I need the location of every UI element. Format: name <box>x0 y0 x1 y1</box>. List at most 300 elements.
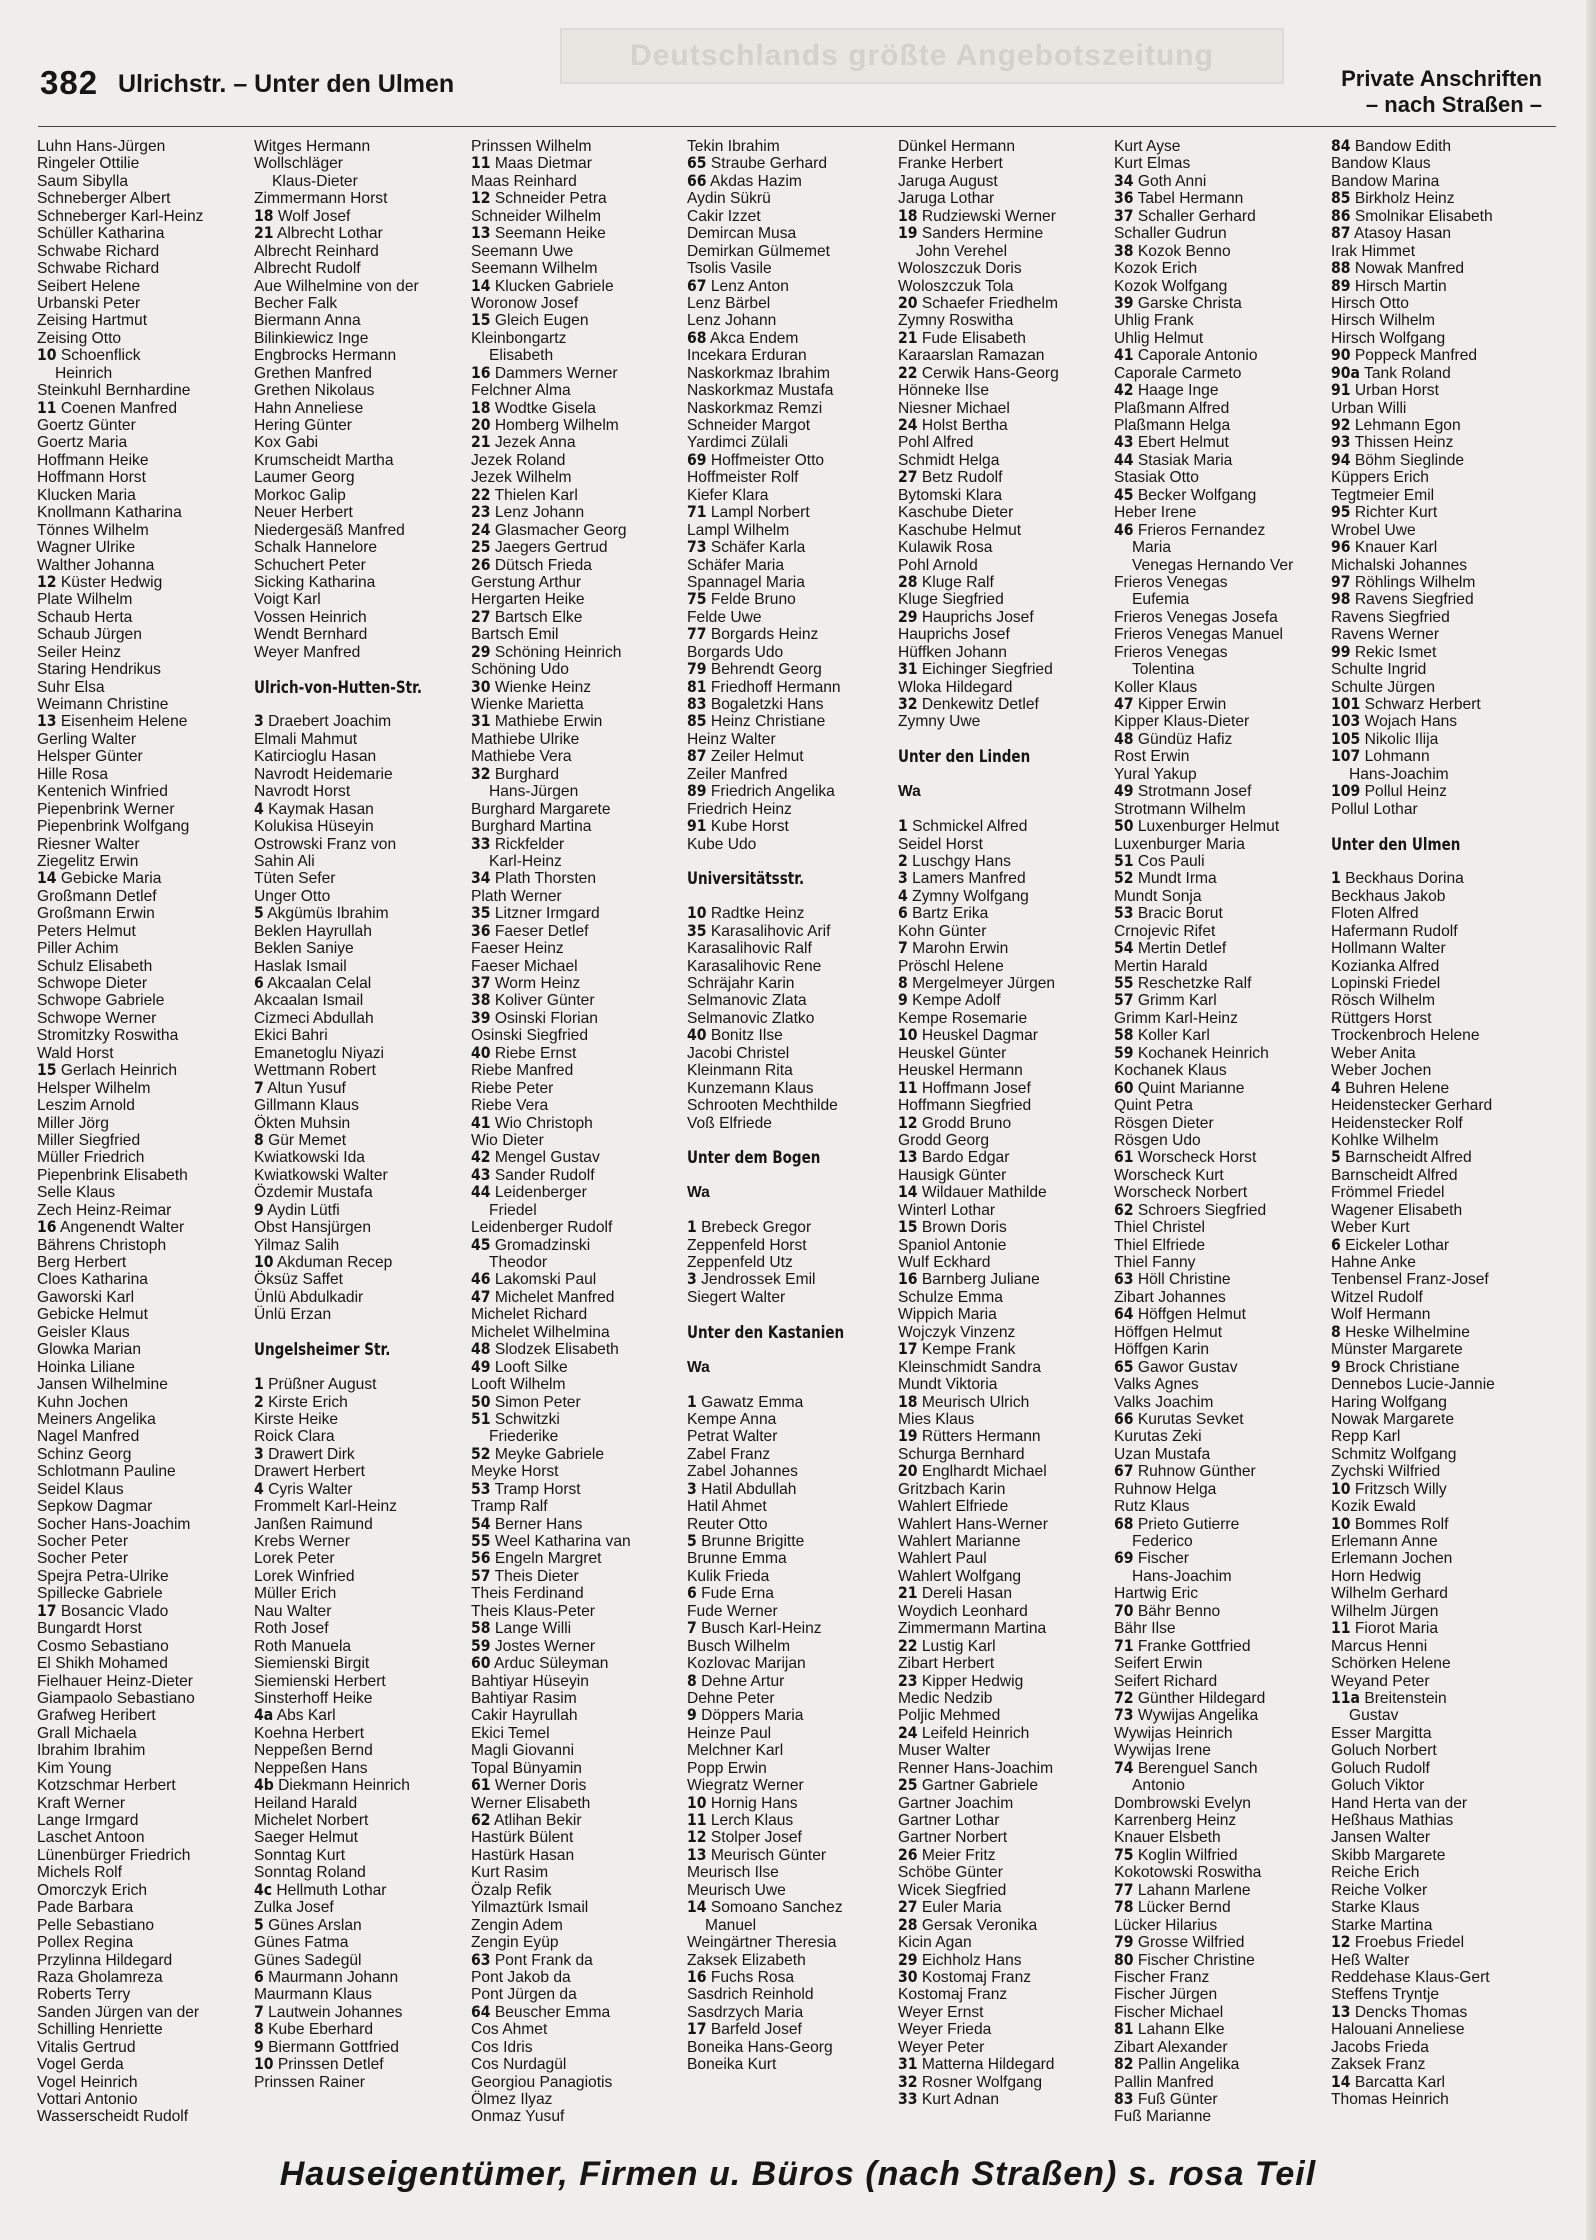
resident-entry: Gaworski Karl <box>37 1288 135 1306</box>
resident-entry <box>1331 1516 1547 1533</box>
resident-entry: Ostrowski Franz von <box>254 835 397 853</box>
resident-entry: Seidel Horst <box>898 835 983 853</box>
resident-name: Kaymak Hasan <box>263 800 374 818</box>
resident-entry: Weber Kurt <box>1331 1219 1410 1237</box>
house-number: 5 <box>254 1915 264 1934</box>
blank-line <box>898 766 1114 783</box>
resident-entry <box>1114 1690 1330 1707</box>
resident-entry: Selmanovic Zlata <box>687 992 807 1010</box>
resident-entry: Kotzschmar Herbert <box>37 1777 176 1795</box>
resident-entry: Felchner Alma <box>471 382 571 400</box>
resident-entry: Tekin Ibrahim <box>687 138 780 155</box>
resident-name: Prieto Gutierre <box>1133 1515 1240 1533</box>
resident-entry: Pollul Lothar <box>1331 800 1418 818</box>
entry-continuation: Federico <box>1132 1533 1193 1550</box>
faded-banner: Deutschlands größte Angebotszeitung <box>560 28 1284 84</box>
resident-entry: Schaub Herta <box>37 608 133 626</box>
house-number: 20 <box>471 416 491 434</box>
resident-name: Urban Horst <box>1350 382 1439 400</box>
resident-entry: Kochanek Klaus <box>1114 1062 1227 1080</box>
resident-entry: Thomas Heinrich <box>1331 2091 1449 2108</box>
resident-entry: Niesner Michael <box>898 399 1010 417</box>
resident-name: Cyris Walter <box>263 1480 353 1498</box>
resident-entry <box>1114 1550 1330 1567</box>
resident-entry: Grafweg Heribert <box>37 1707 156 1725</box>
house-number: 71 <box>687 503 707 522</box>
resident-name: Glasmacher Georg <box>490 521 627 539</box>
resident-entry: Melchner Karl <box>687 1742 784 1760</box>
resident-entry <box>254 1882 470 1899</box>
resident-entry <box>471 1620 687 1637</box>
house-number: 30 <box>471 677 491 696</box>
resident-entry <box>1331 452 1547 469</box>
house-number: 18 <box>471 398 491 417</box>
resident-name: Bosancic Vlado <box>56 1602 169 1620</box>
resident-entry: Witges Hermann <box>254 138 371 155</box>
resident-entry: Schöbe Günter <box>898 1864 1003 1882</box>
resident-entry: Lorek Peter <box>254 1550 335 1568</box>
house-number: 16 <box>471 363 491 382</box>
resident-entry: Bandow Klaus <box>1331 155 1431 173</box>
resident-entry <box>1114 1952 1330 1969</box>
house-number: 3 <box>687 1479 697 1498</box>
street-range-title: Ulrichstr. – Unter den Ulmen <box>118 70 455 98</box>
resident-entry: Reiche Volker <box>1331 1881 1428 1899</box>
resident-entry: Jacobi Christel <box>687 1044 790 1062</box>
house-number: 24 <box>471 520 491 539</box>
resident-name: Homberg Wilhelm <box>490 417 619 434</box>
resident-entry: Gartner Lothar <box>898 1812 1000 1829</box>
resident-entry <box>471 278 687 295</box>
resident-entry: Repp Karl <box>1331 1428 1401 1446</box>
resident-name: Reschetzke Ralf <box>1133 975 1252 992</box>
house-number: 58 <box>471 1619 491 1638</box>
house-number: 52 <box>471 1444 491 1463</box>
resident-entry: Hirsch Wilhelm <box>1331 312 1435 330</box>
resident-entry: Aue Wilhelmine von der <box>254 277 419 295</box>
resident-entry: Sicking Katharina <box>254 573 376 591</box>
resident-entry: Großmann Erwin <box>37 905 155 923</box>
resident-entry: Hafermann Rudolf <box>1331 922 1458 940</box>
resident-name: Gleich Eugen <box>490 312 589 330</box>
resident-name: Brunne Brigitte <box>696 1533 805 1550</box>
resident-entry: Bandow Marina <box>1331 172 1440 190</box>
resident-name: Kirste Erich <box>263 1393 348 1411</box>
resident-entry <box>1114 190 1330 207</box>
street-heading: Ulrich-von-Hutten-Str. <box>254 677 422 697</box>
resident-entry: Jansen Wilhelmine <box>37 1376 168 1394</box>
resident-entry: Wollschläger <box>254 155 343 173</box>
house-number: 73 <box>1114 1706 1134 1725</box>
resident-entry: Riesner Walter <box>37 835 140 853</box>
resident-entry <box>471 1184 687 1201</box>
house-number: 50 <box>471 1392 491 1411</box>
house-number: 109 <box>1331 782 1361 801</box>
resident-entry: Kuhn Jochen <box>37 1393 129 1411</box>
resident-entry <box>1331 1324 1547 1341</box>
resident-entry: Schinz Georg <box>37 1445 132 1463</box>
resident-entry <box>254 1202 470 1219</box>
house-number: 27 <box>898 1898 918 1917</box>
resident-entry: Seibert Helene <box>37 277 141 295</box>
resident-entry: Valks Joachim <box>1114 1393 1214 1411</box>
resident-name: Dütsch Frieda <box>490 556 592 574</box>
resident-entry: Kleinmann Rita <box>687 1062 793 1080</box>
resident-entry <box>471 923 687 940</box>
resident-name: Gartner Gabriele <box>917 1777 1039 1795</box>
resident-entry: Weyer Manfred <box>254 643 361 661</box>
resident-entry: Riebe Vera <box>471 1097 549 1115</box>
resident-entry: Schüller Katharina <box>37 225 165 243</box>
entry-continuation: Tolentina <box>1132 661 1195 679</box>
resident-name: Hatil Abdullah <box>696 1480 797 1498</box>
resident-entry <box>471 1149 687 1166</box>
resident-entry: Mathiebe Ulrike <box>471 730 580 748</box>
resident-entry: Gillmann Klaus <box>254 1097 359 1115</box>
house-number: 33 <box>471 834 491 853</box>
resident-entry: Reuter Otto <box>687 1515 768 1533</box>
resident-name: Rudziewski Werner <box>917 207 1056 225</box>
resident-entry: Lünenbürger Friedrich <box>37 1846 191 1864</box>
resident-name: Rütters Hermann <box>917 1428 1041 1446</box>
resident-entry: Fielhauer Heinz-Dieter <box>37 1672 193 1690</box>
resident-entry: Schulte Jürgen <box>1331 678 1436 696</box>
resident-entry <box>1114 2021 1330 2038</box>
resident-entry: Jezek Wilhelm <box>471 469 572 487</box>
resident-entry <box>471 504 687 521</box>
house-number: 99 <box>1331 642 1351 661</box>
resident-name: Brebeck Gregor <box>696 1219 812 1237</box>
resident-entry <box>1331 713 1547 730</box>
resident-entry: Luhn Hans-Jürgen <box>37 138 166 155</box>
house-number: 1 <box>898 817 908 836</box>
resident-entry: Bährens Christoph <box>37 1236 167 1254</box>
resident-entry: Erlemann Anne <box>1331 1533 1438 1550</box>
resident-entry <box>471 539 687 556</box>
resident-entry: Prinssen Rainer <box>254 2073 365 2091</box>
house-number: 47 <box>471 1287 491 1306</box>
house-number: 10 <box>1331 1479 1351 1498</box>
resident-entry: Schlotmann Pauline <box>37 1463 176 1481</box>
resident-entry: Cosmo Sebastiano <box>37 1637 169 1655</box>
resident-entry <box>1331 417 1547 434</box>
resident-entry: Prinssen Wilhelm <box>471 138 592 155</box>
resident-entry <box>1114 1202 1330 1219</box>
house-number: 31 <box>471 712 491 731</box>
resident-entry: Zymny Uwe <box>898 713 981 731</box>
resident-entry <box>254 975 470 992</box>
resident-entry: Brunne Emma <box>687 1550 787 1568</box>
resident-name: Meurisch Ulrich <box>917 1393 1030 1411</box>
resident-name: Hoffmeister Otto <box>706 451 825 469</box>
resident-name: Klucken Gabriele <box>490 277 614 295</box>
resident-entry: Knauer Elsbeth <box>1114 1829 1221 1847</box>
directory-columns <box>37 138 1552 2132</box>
house-number: 92 <box>1331 416 1351 434</box>
resident-name: Maas Dietmar <box>490 155 592 173</box>
resident-entry <box>898 365 1114 382</box>
resident-name: Leidenberger <box>490 1184 587 1202</box>
resident-entry: Schneider Margot <box>687 417 811 434</box>
resident-entry <box>687 1620 903 1637</box>
house-number: 82 <box>1114 2055 1134 2074</box>
house-number: 11 <box>687 1811 707 1829</box>
resident-name: Weel Katharina van <box>490 1533 631 1550</box>
resident-name: Wywijas Angelika <box>1133 1707 1259 1725</box>
resident-entry: Neuer Herbert <box>254 504 353 522</box>
resident-name: Fischer <box>1133 1550 1189 1568</box>
resident-entry: Barnscheidt Alfred <box>1331 1166 1458 1184</box>
resident-entry: Bilinkiewicz Inge <box>254 329 369 347</box>
resident-entry: Hoffmann Heike <box>37 451 149 469</box>
resident-name: Schwarz Herbert <box>1360 696 1481 713</box>
resident-entry: Vottari Antonio <box>37 2091 138 2108</box>
house-number: 19 <box>898 1427 918 1446</box>
house-number: 54 <box>471 1514 491 1533</box>
blank-line <box>254 696 470 713</box>
resident-entry <box>898 992 1114 1009</box>
resident-name: Draebert Joachim <box>263 713 392 731</box>
resident-name: Koglin Wilfried <box>1133 1846 1238 1864</box>
resident-entry: Uzan Mustafa <box>1114 1445 1211 1463</box>
house-number: 6 <box>254 1967 264 1986</box>
house-number: 12 <box>687 1828 707 1847</box>
resident-entry <box>37 870 253 887</box>
resident-name: Gawatz Emma <box>696 1393 804 1411</box>
resident-entry <box>898 1725 1114 1742</box>
resident-entry: Schaller Gudrun <box>1114 225 1227 243</box>
resident-name: Kochanek Heinrich <box>1133 1044 1269 1062</box>
resident-entry: Laumer Georg <box>254 469 355 487</box>
resident-name: Faeser Detlef <box>490 922 589 940</box>
house-number: 4 <box>1331 1078 1341 1097</box>
resident-entry: Weyer Ernst <box>898 2003 984 2021</box>
resident-entry: Naskorkmaz Ibrahim <box>687 364 830 382</box>
resident-name: Fuß Günter <box>1133 2091 1218 2108</box>
house-number: 14 <box>687 1898 707 1917</box>
resident-entry <box>1114 1271 1330 1288</box>
house-number: 69 <box>687 450 707 469</box>
resident-name: Smolnikar Elisabeth <box>1350 207 1493 225</box>
house-number: 9 <box>254 1200 264 1219</box>
resident-entry: Becher Falk <box>254 294 338 312</box>
resident-entry <box>471 1167 687 1184</box>
resident-entry: Günes Sadegül <box>254 1951 362 1969</box>
resident-entry: Thiel Fanny <box>1114 1254 1196 1271</box>
resident-entry: Zabel Johannes <box>687 1463 798 1481</box>
resident-entry: Sasdrich Reinhold <box>687 1986 814 2004</box>
resident-name: Stolper Josef <box>706 1829 802 1847</box>
resident-entry <box>254 1394 470 1411</box>
resident-name: Coenen Manfred <box>56 399 178 417</box>
resident-entry: Heidenstecker Rolf <box>1331 1114 1463 1132</box>
resident-entry <box>1331 2074 1547 2091</box>
resident-entry: Schöning Udo <box>471 661 569 679</box>
house-number: 68 <box>1114 1514 1134 1533</box>
house-number: 81 <box>687 677 707 696</box>
blank-line <box>1331 818 1547 835</box>
resident-entry: Kunzemann Klaus <box>687 1079 814 1097</box>
house-number: 39 <box>1114 293 1134 312</box>
resident-entry <box>687 504 903 521</box>
resident-entry: Hahne Anke <box>1331 1254 1416 1271</box>
resident-name: Böhm Sieglinde <box>1350 451 1465 469</box>
house-number: 91 <box>687 817 707 836</box>
resident-name: Mergelmeyer Jürgen <box>907 975 1056 992</box>
resident-entry: Kulik Frieda <box>687 1567 770 1585</box>
resident-entry: Staring Hendrikus <box>37 661 161 679</box>
resident-entry: Piepenbrink Wolfgang <box>37 818 190 836</box>
resident-entry: Cos Idris <box>471 2038 533 2056</box>
resident-name: Friedhoff Hermann <box>706 678 841 696</box>
resident-name: Denkewitz Detlef <box>917 696 1039 713</box>
resident-entry: Müller Friedrich <box>37 1149 145 1167</box>
resident-name: Bartz Erika <box>907 905 989 923</box>
street-heading: Unter den Kastanien <box>687 1322 845 1342</box>
house-number: 39 <box>471 1008 491 1027</box>
house-number: 35 <box>471 904 491 923</box>
resident-name: Höll Christine <box>1133 1271 1231 1289</box>
resident-entry: Niedergesäß Manfred <box>254 521 405 539</box>
house-number: 60 <box>471 1654 491 1673</box>
resident-entry: Ziegelitz Erwin <box>37 852 139 870</box>
resident-entry <box>898 1184 1114 1201</box>
resident-entry: Quint Petra <box>1114 1097 1193 1115</box>
resident-entry: Hüffken Johann <box>898 643 1007 661</box>
resident-entry <box>898 1027 1114 1044</box>
blank-line <box>687 1202 903 1219</box>
resident-entry: Tegtmeier Emil <box>1331 486 1435 504</box>
resident-name: Simon Peter <box>490 1393 581 1411</box>
house-number: 25 <box>471 538 491 557</box>
resident-entry: Sonntag Kurt <box>254 1846 346 1864</box>
house-number: 13 <box>1331 2002 1351 2021</box>
resident-entry <box>1331 434 1547 451</box>
resident-entry: Cizmeci Abdullah <box>254 1009 374 1027</box>
resident-name: Sanders Hermine <box>917 225 1044 243</box>
resident-name: Lahann Marlene <box>1133 1881 1251 1899</box>
house-number: 78 <box>1114 1898 1134 1917</box>
resident-name: Slodzek Elisabeth <box>490 1341 619 1359</box>
resident-entry <box>898 661 1114 678</box>
resident-name: Looft Silke <box>490 1358 568 1376</box>
resident-entry <box>687 330 903 347</box>
resident-entry: Pohl Arnold <box>898 556 978 574</box>
resident-entry: Heber Irene <box>1114 504 1197 522</box>
resident-name: Marohn Erwin <box>907 940 1009 958</box>
resident-entry: Krebs Werner <box>254 1533 350 1550</box>
entry-continuation: Elisabeth <box>489 347 554 365</box>
house-number: 13 <box>471 224 491 243</box>
house-number: 67 <box>1114 1462 1134 1481</box>
resident-entry: Dombrowski Evelyn <box>1114 1794 1251 1812</box>
resident-entry <box>687 713 903 730</box>
resident-entry: Zibart Herbert <box>898 1655 995 1673</box>
resident-name: Höffgen Helmut <box>1133 1306 1246 1324</box>
resident-entry: Frieros Venegas Josefa <box>1114 608 1278 626</box>
resident-name: Birkholz Heinz <box>1350 190 1455 208</box>
resident-name: Haage Inge <box>1133 382 1219 400</box>
house-number: 26 <box>471 555 491 574</box>
resident-entry: Neppeßen Bernd <box>254 1742 373 1760</box>
entry-continuation: Karl-Heinz <box>489 852 562 870</box>
house-number: 70 <box>1114 1601 1134 1620</box>
resident-entry: Maas Reinhard <box>471 172 577 190</box>
house-number: 83 <box>1114 2090 1134 2108</box>
resident-entry: Winterl Lothar <box>898 1201 996 1219</box>
resident-entry: Petrat Walter <box>687 1428 778 1446</box>
resident-entry: Laschet Antoon <box>37 1829 145 1847</box>
resident-entry: Nagel Manfred <box>37 1428 140 1446</box>
entry-continuation: Venegas Hernando Ver <box>1132 556 1294 574</box>
resident-entry <box>1114 2056 1330 2073</box>
house-number: 10 <box>898 1026 918 1045</box>
resident-entry <box>471 1568 687 1585</box>
resident-name: Hornig Hans <box>706 1794 798 1812</box>
resident-entry: Selmanovic Zlatko <box>687 1009 815 1027</box>
house-number: 20 <box>898 293 918 312</box>
resident-entry <box>1114 1306 1330 1323</box>
resident-name: Wienke Heinz <box>490 678 592 696</box>
house-number: 18 <box>898 206 918 225</box>
resident-name: Dammers Werner <box>490 364 618 382</box>
house-number: 69 <box>1114 1549 1134 1568</box>
house-number: 12 <box>1331 1933 1351 1952</box>
resident-entry <box>254 713 470 730</box>
resident-entry <box>1114 870 1330 887</box>
resident-entry: Ünlü Abdulkadir <box>254 1288 364 1306</box>
resident-entry <box>687 696 903 713</box>
house-number: 36 <box>1114 189 1134 208</box>
resident-entry: Seemann Wilhelm <box>471 260 598 278</box>
resident-entry <box>898 1899 1114 1916</box>
resident-entry: Ekici Bahri <box>254 1027 328 1045</box>
resident-entry: Fischer Jürgen <box>1114 1986 1218 2004</box>
resident-entry <box>471 1115 687 1132</box>
resident-entry <box>898 1271 1114 1288</box>
resident-entry <box>254 2021 470 2038</box>
resident-entry: Piepenbrink Werner <box>37 800 175 818</box>
resident-name: Heuskel Dagmar <box>917 1027 1038 1045</box>
resident-entry <box>898 1394 1114 1411</box>
resident-name: Goth Anni <box>1133 172 1207 190</box>
resident-entry <box>1114 382 1330 399</box>
resident-entry <box>1114 1847 1330 1864</box>
resident-entry: Weingärtner Theresia <box>687 1934 837 1952</box>
resident-entry: Roth Manuela <box>254 1637 352 1655</box>
resident-entry: Piepenbrink Elisabeth <box>37 1166 188 1184</box>
house-number: 3 <box>898 869 908 888</box>
resident-entry: Seifert Erwin <box>1114 1655 1203 1673</box>
resident-entry: Zeising Otto <box>37 329 122 347</box>
resident-entry: Kaschube Dieter <box>898 504 1014 522</box>
resident-name: Akgümüs Ibrahim <box>263 905 389 923</box>
resident-entry <box>1331 1237 1547 1254</box>
house-number: 67 <box>687 276 707 295</box>
resident-entry: Magli Giovanni <box>471 1742 575 1760</box>
house-number: 4 <box>254 799 264 818</box>
house-number: 22 <box>471 485 491 504</box>
house-number: 64 <box>471 2002 491 2021</box>
resident-name: Mundt Irma <box>1133 870 1217 888</box>
header-divider <box>38 126 1556 127</box>
resident-name: Kurutas Sevket <box>1133 1410 1244 1428</box>
resident-entry: Jezek Roland <box>471 451 566 469</box>
house-number: 38 <box>471 991 491 1010</box>
resident-entry: Fuß Marianne <box>1114 2108 1212 2126</box>
house-number: 11 <box>37 398 57 417</box>
resident-entry: Faeser Michael <box>471 957 578 975</box>
